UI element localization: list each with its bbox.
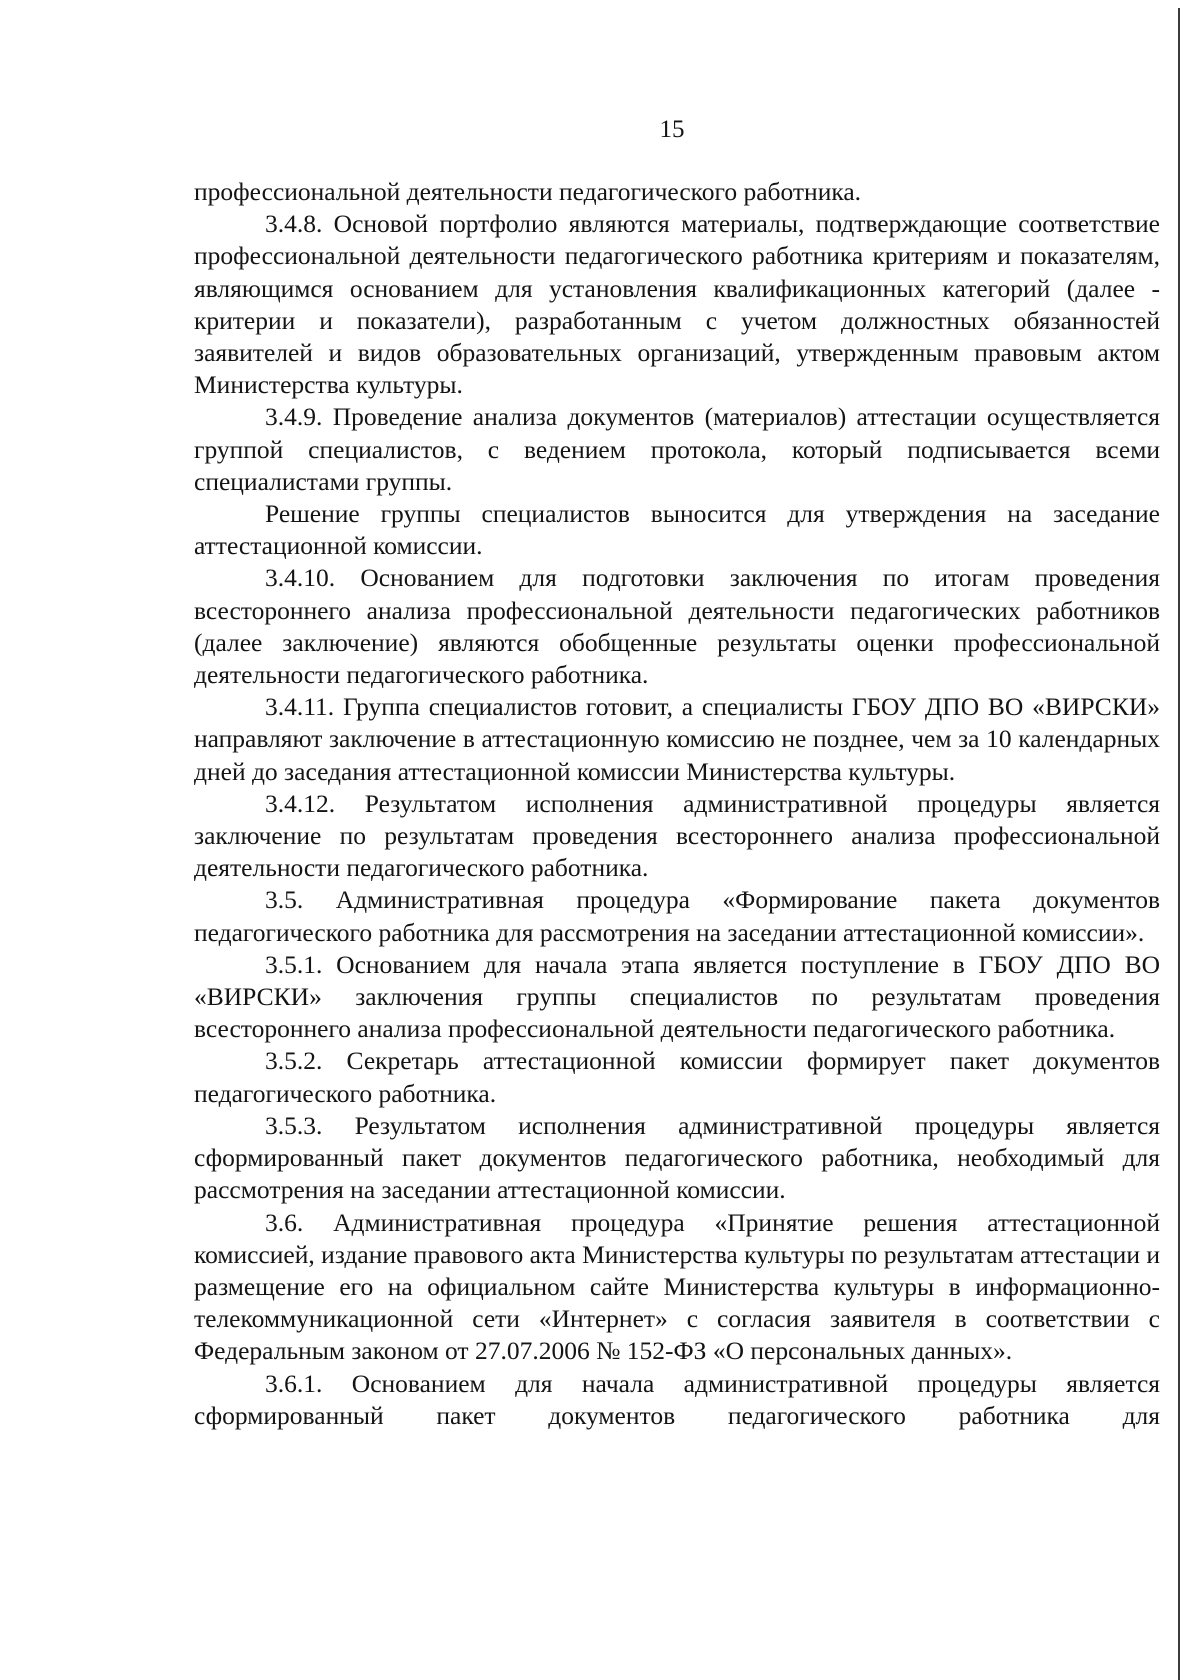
- paragraph-3-4-9: 3.4.9. Проведение анализа документов (материалов) аттестации осуществляется группой специалистов, с ведением протокола, который подписывается всеми специалистами группы.: [194, 402, 1160, 496]
- body-text: [194, 176, 1160, 1432]
- paragraph-3-4-12: 3.4.12. Результатом исполнения административной процедуры является заключение по результатам проведения всестороннего анализа профессиональной деятельности педагогического работника.: [194, 788, 1160, 883]
- paragraph-3-5-2: 3.5.2. Секретарь аттестационной комиссии формирует пакет документов педагогического работника.: [194, 1046, 1160, 1108]
- paragraph-decision: Решение группы специалистов выносится для утверждения на заседание аттестационной комиссии.: [194, 499, 1160, 561]
- paragraph-3-4-8: 3.4.8. Основой портфолио являются материалы, подтверждающие соответствие профессиональной деятельности педагогического работника критериям и показателям, являющимся основанием для установления квалификационных категорий (далее - критерии и показатели), разработанным с учетом должностных обязанностей заявителей и видов образовательных организаций, утвержденным правовым актом Министерства культуры.: [194, 209, 1160, 400]
- paragraph-3-4-10: 3.4.10. Основанием для подготовки заключения по итогам проведения всестороннего анализа профессиональной деятельности педагогических работников (далее заключение) являются обобщенные результаты оценки профессиональной деятельности педагогического работника.: [194, 563, 1160, 690]
- paragraph-3-6: 3.6. Административная процедура «Принятие решения аттестационной комиссией, издание правового акта Министерства культуры по результатам аттестации и размещение его на официальном сайте Министерства культуры в информационно-телекоммуникационной сети «Интернет» с согласия заявителя в соответствии с Федеральным законом от 27.07.2006 № 152-ФЗ «О персональных данных».: [194, 1207, 1160, 1366]
- paragraph-3-5: 3.5. Административная процедура «Формирование пакета документов педагогического работника для рассмотрения на заседании аттестационной комиссии».: [194, 885, 1160, 947]
- page-number: 15: [659, 116, 685, 143]
- paragraph-3-5-1: 3.5.1. Основанием для начала этапа является поступление в ГБОУ ДПО ВО «ВИРСКИ» заключения группы специалистов по результатам проведения всестороннего анализа профессиональной деятельности педагогического работника.: [194, 949, 1160, 1044]
- scan-edge-line: [1178, 8, 1180, 1680]
- paragraph-3-5-3: 3.5.3. Результатом исполнения административной процедуры является сформированный пакет документов педагогического работника, необходимый для рассмотрения на заседании аттестационной комиссии.: [194, 1110, 1160, 1205]
- paragraph-continuation: профессиональной деятельности педагогического работника.: [194, 177, 862, 206]
- paragraph-3-6-1: 3.6.1. Основанием для начала административной процедуры является сформированный пакет документов педагогического работника для: [194, 1368, 1160, 1430]
- paragraph-3-4-11: 3.4.11. Группа специалистов готовит, а специалисты ГБОУ ДПО ВО «ВИРСКИ» направляют заключение в аттестационную комиссию не позднее, чем за 10 календарных дней до заседания аттестационной комиссии Министерства культуры.: [194, 692, 1160, 786]
